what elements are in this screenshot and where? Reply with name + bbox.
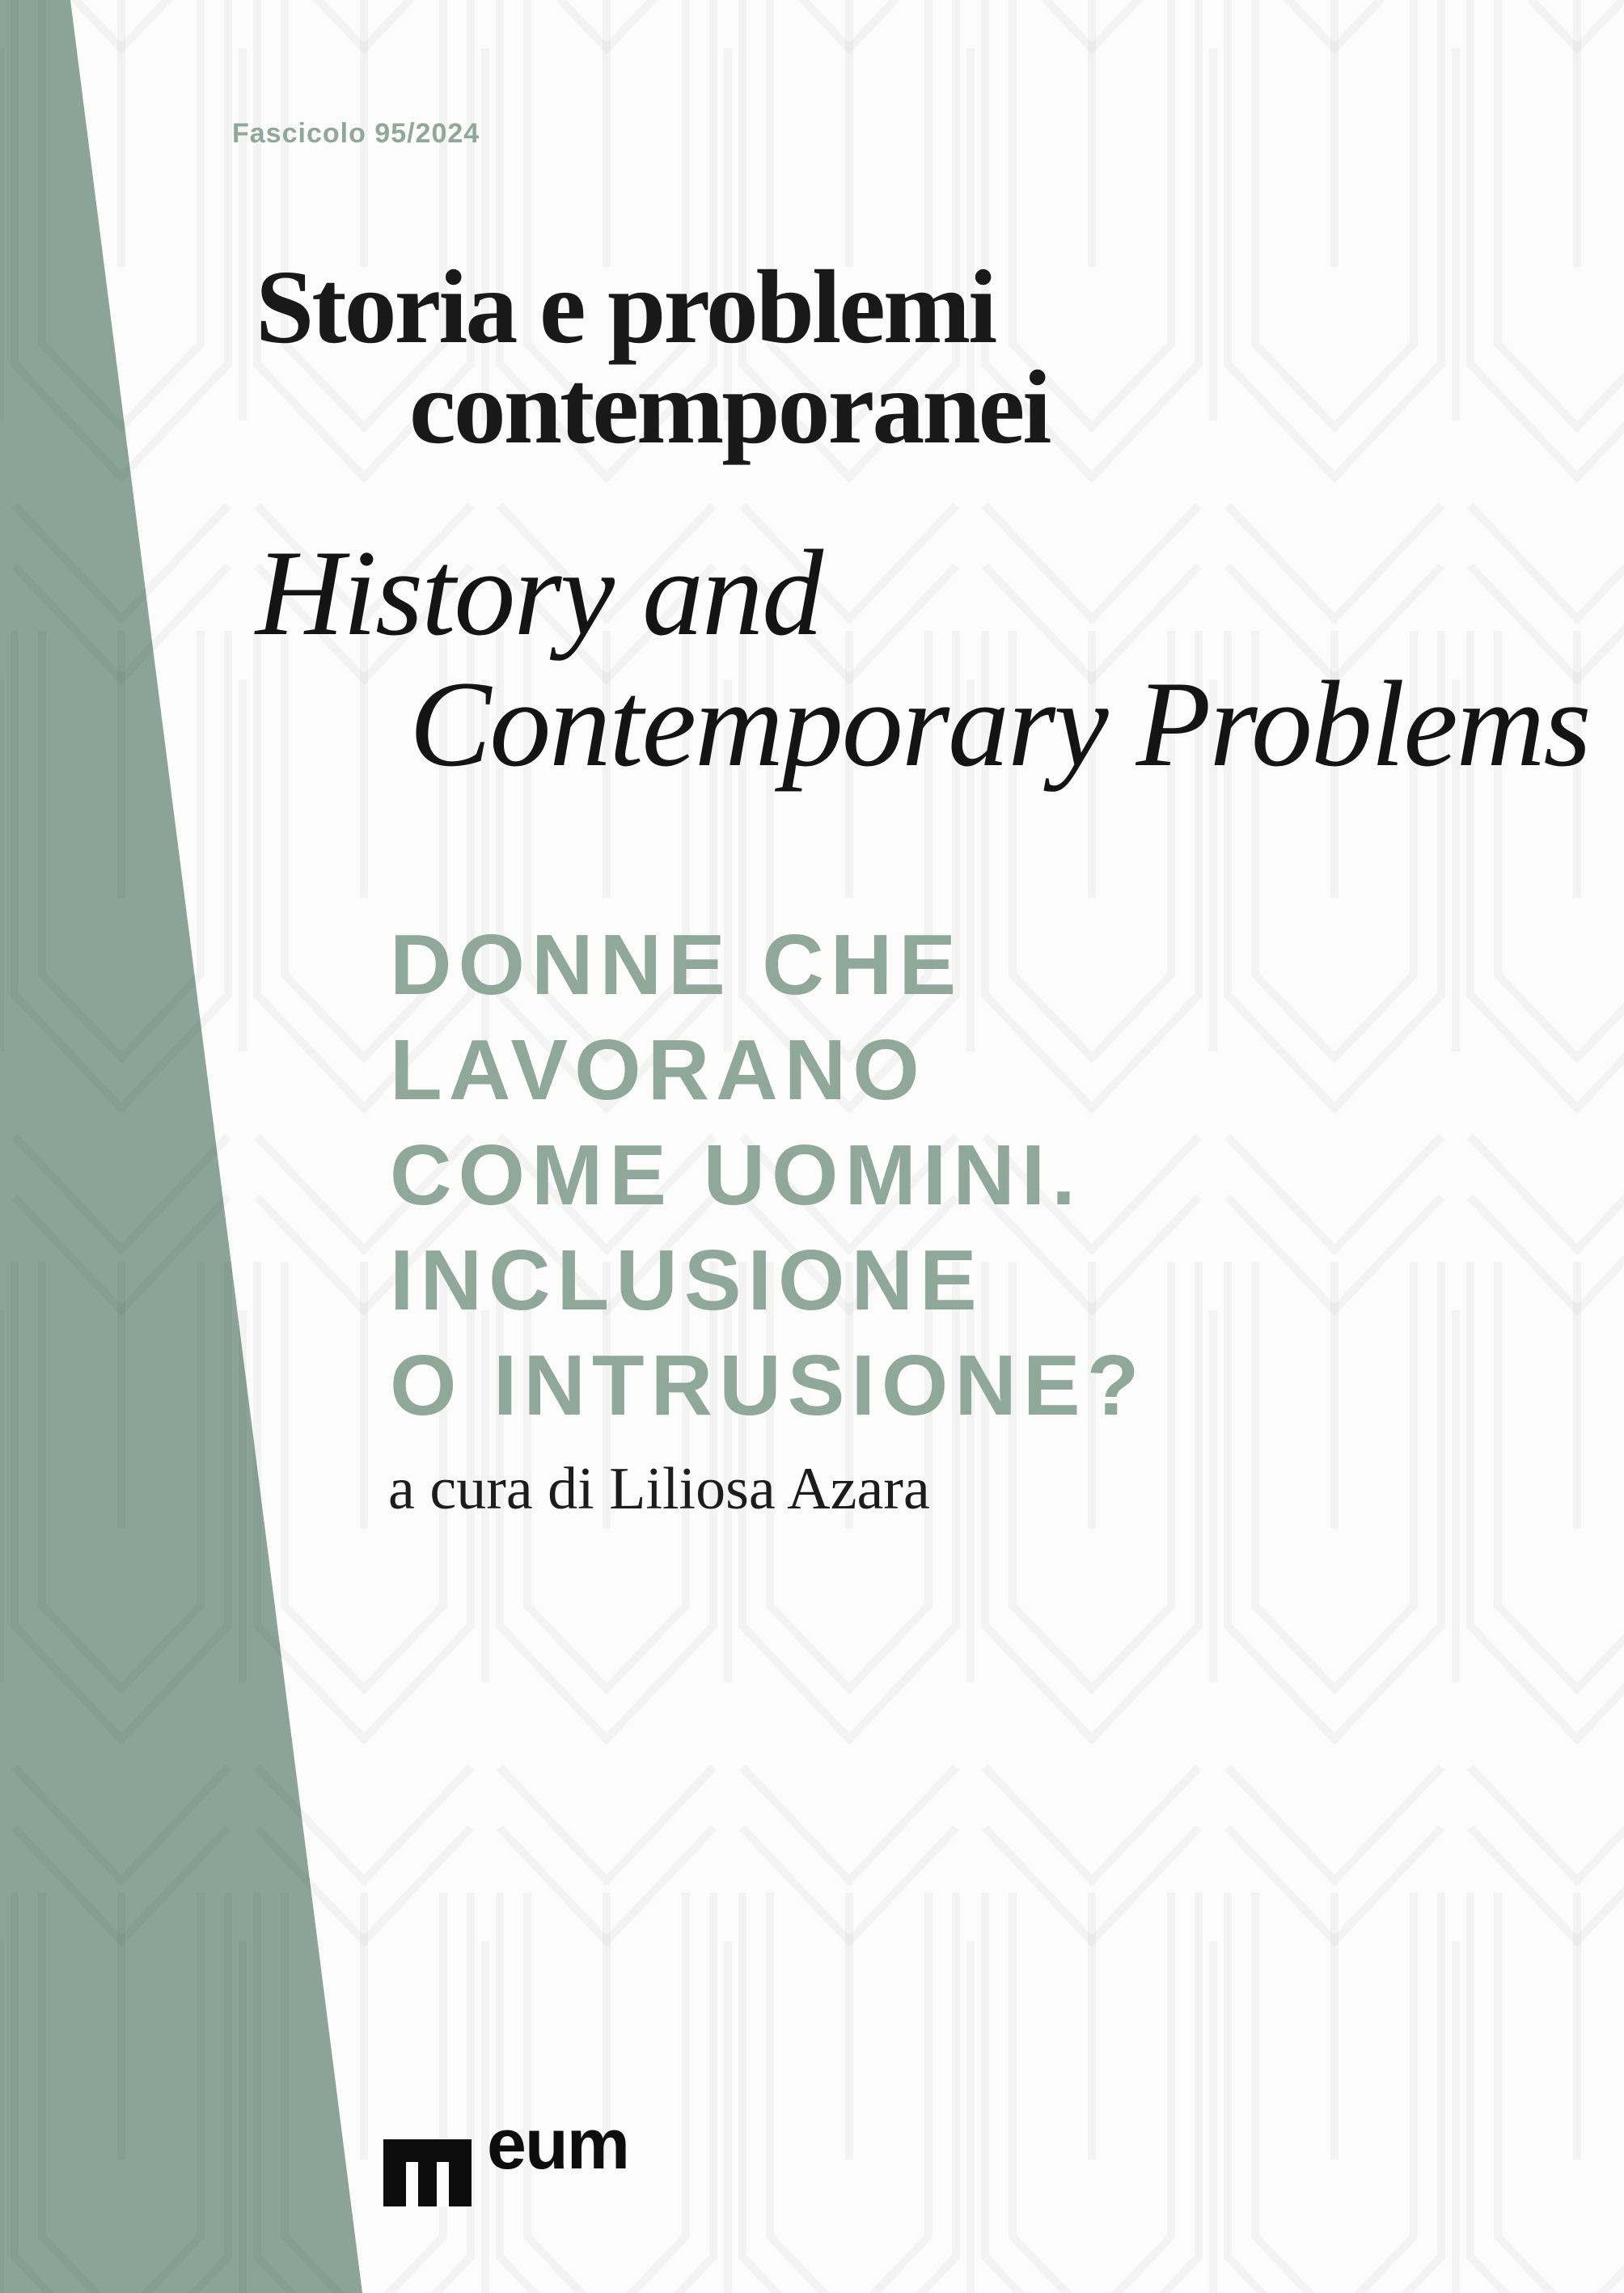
publisher-wordmark: eum bbox=[487, 2104, 628, 2184]
feature-title bbox=[390, 912, 1145, 1438]
issue-label: Fascicolo 95/2024 bbox=[232, 118, 480, 149]
feature-title-line: COME UOMINI. bbox=[390, 1127, 1082, 1223]
feature-title-line: LAVORANO bbox=[390, 1022, 926, 1118]
journal-title-line1: Storia e problemi bbox=[256, 249, 996, 366]
journal-subtitle-line2: Contemporary Problems bbox=[409, 656, 1590, 792]
eum-m-logo-slot bbox=[437, 2162, 449, 2206]
eum-m-logo-slot bbox=[406, 2162, 418, 2206]
journal-subtitle bbox=[256, 525, 1590, 792]
journal-title-line2: contemporanei bbox=[409, 349, 1050, 466]
editor-credit: a cura di Liliosa Azara bbox=[388, 1456, 930, 1522]
feature-title-line: INCLUSIONE bbox=[390, 1233, 983, 1328]
feature-title-line: DONNE CHE bbox=[390, 917, 963, 1013]
eum-m-logo-icon bbox=[383, 2139, 472, 2206]
journal-subtitle-line1: History and bbox=[256, 525, 822, 661]
journal-title bbox=[256, 249, 1050, 466]
feature-title-line: O INTRUSIONE? bbox=[390, 1338, 1146, 1433]
